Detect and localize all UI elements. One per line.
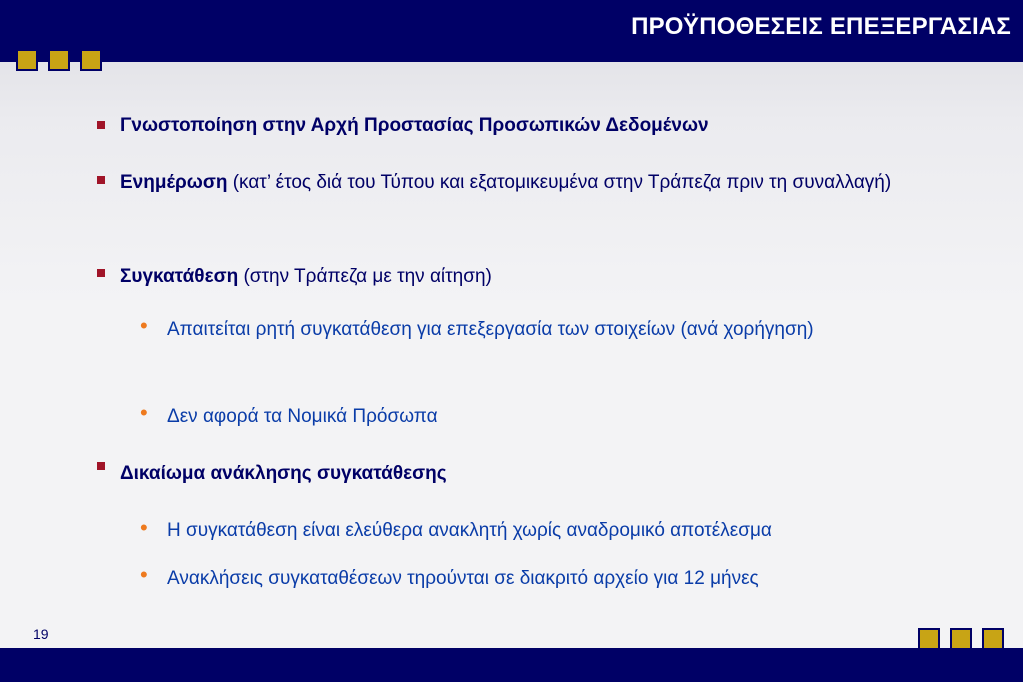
sub-bullet-item: Απαιτείται ρητή συγκατάθεση για επεξεργασία των στοιχείων (ανά χορήγηση) <box>167 319 814 340</box>
bullet-heading: Γνωστοποίηση στην Αρχή Προστασίας Προσωπικών Δεδομένων <box>120 115 709 136</box>
footer-bar <box>0 648 1023 682</box>
dot-bullet: • <box>140 562 148 587</box>
decor-square <box>918 628 940 650</box>
sub-bullet-item: Η συγκατάθεση είναι ελεύθερα ανακλητή χωρίς αναδρομικό αποτέλεσμα <box>167 520 772 541</box>
decor-squares-top <box>16 49 102 71</box>
decor-square <box>80 49 102 71</box>
decor-squares-bottom <box>918 628 1004 650</box>
sub-bullet-item: Ανακλήσεις συγκαταθέσεων τηρούνται σε διακριτό αρχείο για 12 μήνες <box>167 568 759 589</box>
title-bar <box>0 0 1023 62</box>
bullet-item <box>120 259 940 295</box>
decor-square <box>982 628 1004 650</box>
bullet-heading: Δικαίωμα ανάκλησης συγκατάθεσης <box>120 463 447 484</box>
decor-square <box>950 628 972 650</box>
page-number: 19 <box>33 626 49 642</box>
bullet-item <box>120 165 930 201</box>
decor-square <box>16 49 38 71</box>
bullet-heading: Συγκατάθεση <box>120 266 239 287</box>
bullet-text: (στην Τράπεζα με την αίτηση) <box>238 266 492 287</box>
dot-bullet: • <box>140 515 148 540</box>
decor-square <box>48 49 70 71</box>
dot-bullet: • <box>140 313 148 338</box>
bullet-text: (κατ’ έτος διά του Τύπου και εξατομικευμένα στην Τράπεζα πριν τη συναλλαγή) <box>227 172 892 193</box>
square-bullet <box>97 269 105 277</box>
slide-title: ΠΡΟΫΠΟΘΕΣΕΙΣ ΕΠΕΞΕΡΓΑΣΙΑΣ <box>631 13 1011 40</box>
square-bullet <box>97 121 105 129</box>
bullet-item <box>120 456 940 492</box>
square-bullet <box>97 462 105 470</box>
bullet-item <box>120 108 940 144</box>
sub-bullet-item: Δεν αφορά τα Νομικά Πρόσωπα <box>167 406 438 427</box>
dot-bullet: • <box>140 400 148 425</box>
square-bullet <box>97 176 105 184</box>
bullet-heading: Ενημέρωση <box>120 172 228 193</box>
